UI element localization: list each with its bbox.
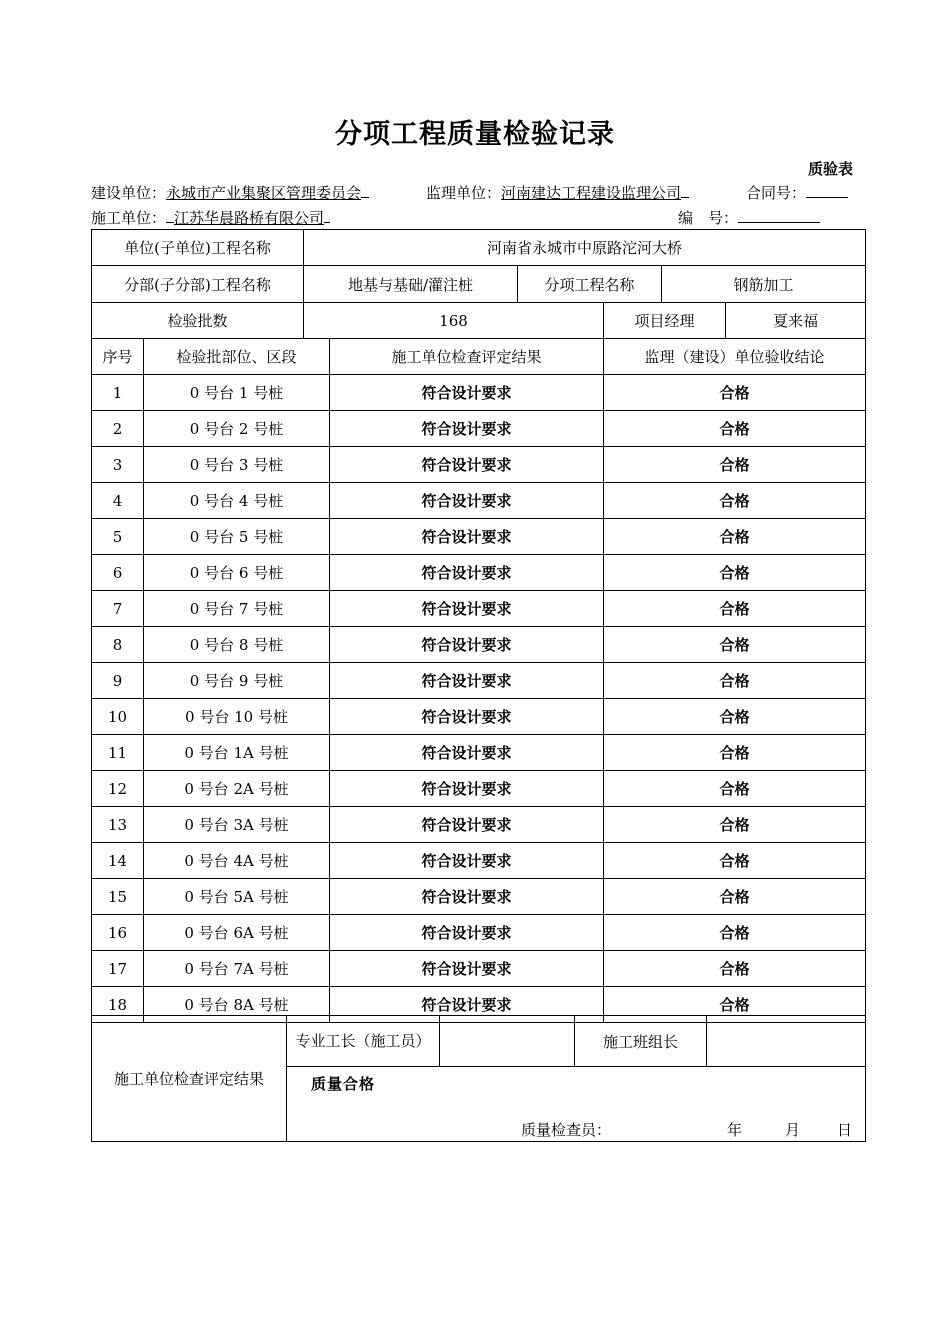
row-supervisor-conclusion-cell: 合格 bbox=[604, 987, 866, 1023]
item-project-label: 分项工程名称 bbox=[518, 266, 662, 303]
table-row bbox=[92, 375, 866, 411]
row-builder-result-cell: 符合设计要求 bbox=[330, 375, 604, 411]
foreman-label: 专业工长（施工员） bbox=[287, 1016, 440, 1067]
construction-unit-value: 永城市产业集聚区管理委员会 bbox=[166, 184, 362, 202]
foreman-signature-cell bbox=[440, 1016, 575, 1067]
row-location-cell: 0 号台 9 号桩 bbox=[144, 663, 330, 699]
unit-project-label: 单位(子单位)工程名称 bbox=[92, 230, 304, 266]
col-supervisor-conclusion-header: 监理（建设）单位验收结论 bbox=[604, 339, 866, 375]
row-seq-cell: 16 bbox=[92, 915, 144, 951]
row-seq-cell: 9 bbox=[92, 663, 144, 699]
row-builder-result-cell: 符合设计要求 bbox=[330, 555, 604, 591]
month-label: 月 bbox=[785, 1121, 801, 1139]
column-header-row bbox=[92, 339, 866, 375]
builder-label: 施工单位： bbox=[91, 209, 167, 227]
page-title: 分项工程质量检验记录 bbox=[335, 119, 615, 150]
row-location-cell: 0 号台 6 号桩 bbox=[144, 555, 330, 591]
serial-no-blank bbox=[738, 207, 820, 223]
sub-project-value: 地基与基础/灌注桩 bbox=[304, 266, 518, 303]
row-seq-cell: 14 bbox=[92, 843, 144, 879]
builder-evaluation-block bbox=[91, 1015, 866, 1142]
row-location-cell: 0 号台 7 号桩 bbox=[144, 591, 330, 627]
contract-no-blank bbox=[806, 182, 848, 198]
sub-project-label: 分部(子分部)工程名称 bbox=[92, 266, 304, 303]
row-supervisor-conclusion-cell: 合格 bbox=[604, 555, 866, 591]
row-builder-result-cell: 符合设计要求 bbox=[330, 915, 604, 951]
row-seq-cell: 13 bbox=[92, 807, 144, 843]
row-supervisor-conclusion-cell: 合格 bbox=[604, 591, 866, 627]
row-location-cell: 0 号台 2 号桩 bbox=[144, 411, 330, 447]
row-supervisor-conclusion-cell: 合格 bbox=[604, 447, 866, 483]
row-builder-result-cell: 符合设计要求 bbox=[330, 483, 604, 519]
verdict-cell bbox=[287, 1067, 866, 1142]
row-seq-cell: 7 bbox=[92, 591, 144, 627]
row-supervisor-conclusion-cell: 合格 bbox=[604, 627, 866, 663]
row-seq-cell: 8 bbox=[92, 627, 144, 663]
row-seq-cell: 17 bbox=[92, 951, 144, 987]
form-code: 质验表 bbox=[808, 160, 854, 178]
table-row bbox=[92, 915, 866, 951]
supervision-unit-underline bbox=[681, 182, 689, 198]
row-location-cell: 0 号台 7A 号桩 bbox=[144, 951, 330, 987]
row-seq-cell: 4 bbox=[92, 483, 144, 519]
row-builder-result-cell: 符合设计要求 bbox=[330, 519, 604, 555]
row-location-cell: 0 号台 4 号桩 bbox=[144, 483, 330, 519]
row-builder-result-cell: 符合设计要求 bbox=[330, 735, 604, 771]
row-supervisor-conclusion-cell: 合格 bbox=[604, 519, 866, 555]
table-row bbox=[92, 627, 866, 663]
row-seq-cell: 6 bbox=[92, 555, 144, 591]
table-row bbox=[92, 843, 866, 879]
row-location-cell: 0 号台 3 号桩 bbox=[144, 447, 330, 483]
row-builder-result-cell: 符合设计要求 bbox=[330, 699, 604, 735]
builder-line bbox=[91, 207, 330, 228]
batch-count-row bbox=[92, 303, 866, 339]
table-row bbox=[92, 411, 866, 447]
table-row bbox=[92, 555, 866, 591]
row-location-cell: 0 号台 10 号桩 bbox=[144, 699, 330, 735]
row-supervisor-conclusion-cell: 合格 bbox=[604, 951, 866, 987]
row-location-cell: 0 号台 1 号桩 bbox=[144, 375, 330, 411]
builder-underline-lead bbox=[166, 207, 174, 223]
year-label: 年 bbox=[727, 1121, 743, 1139]
table-row bbox=[92, 807, 866, 843]
row-location-cell: 0 号台 4A 号桩 bbox=[144, 843, 330, 879]
row-supervisor-conclusion-cell: 合格 bbox=[604, 483, 866, 519]
row-seq-cell: 1 bbox=[92, 375, 144, 411]
row-supervisor-conclusion-cell: 合格 bbox=[604, 663, 866, 699]
row-seq-cell: 10 bbox=[92, 699, 144, 735]
row-location-cell: 0 号台 6A 号桩 bbox=[144, 915, 330, 951]
builder-underline-tail bbox=[324, 207, 330, 223]
pm-value: 夏来福 bbox=[726, 303, 866, 339]
supervision-unit-line bbox=[426, 182, 689, 203]
row-builder-result-cell: 符合设计要求 bbox=[330, 591, 604, 627]
unit-project-row bbox=[92, 230, 866, 266]
row-builder-result-cell: 符合设计要求 bbox=[330, 771, 604, 807]
row-seq-cell: 15 bbox=[92, 879, 144, 915]
serial-no-label: 编 号： bbox=[678, 209, 739, 227]
unit-project-value: 河南省永城市中原路沱河大桥 bbox=[304, 230, 866, 266]
row-supervisor-conclusion-cell: 合格 bbox=[604, 771, 866, 807]
team-leader-signature-cell bbox=[707, 1016, 866, 1067]
serial-no-line bbox=[678, 207, 820, 228]
row-builder-result-cell: 符合设计要求 bbox=[330, 627, 604, 663]
row-location-cell: 0 号台 1A 号桩 bbox=[144, 735, 330, 771]
row-supervisor-conclusion-cell: 合格 bbox=[604, 375, 866, 411]
builder-value: 江苏华晨路桥有限公司 bbox=[174, 209, 325, 227]
table-row bbox=[92, 879, 866, 915]
inspection-table bbox=[91, 229, 866, 1023]
table-row bbox=[92, 771, 866, 807]
row-supervisor-conclusion-cell: 合格 bbox=[604, 843, 866, 879]
inspector-label: 质量检查员： bbox=[521, 1121, 612, 1139]
row-location-cell: 0 号台 8 号桩 bbox=[144, 627, 330, 663]
construction-unit-underline bbox=[361, 182, 369, 198]
table-row bbox=[92, 735, 866, 771]
row-builder-result-cell: 符合设计要求 bbox=[330, 411, 604, 447]
table-row bbox=[92, 699, 866, 735]
row-builder-result-cell: 符合设计要求 bbox=[330, 447, 604, 483]
row-supervisor-conclusion-cell: 合格 bbox=[604, 915, 866, 951]
row-supervisor-conclusion-cell: 合格 bbox=[604, 879, 866, 915]
row-location-cell: 0 号台 5 号桩 bbox=[144, 519, 330, 555]
col-seq-header: 序号 bbox=[92, 339, 144, 375]
sub-project-row bbox=[92, 266, 866, 303]
row-seq-cell: 18 bbox=[92, 987, 144, 1023]
table-row bbox=[92, 447, 866, 483]
row-builder-result-cell: 符合设计要求 bbox=[330, 951, 604, 987]
row-location-cell: 0 号台 3A 号桩 bbox=[144, 807, 330, 843]
row-seq-cell: 3 bbox=[92, 447, 144, 483]
builder-evaluation-label: 施工单位检查评定结果 bbox=[92, 1016, 287, 1142]
row-location-cell: 0 号台 8A 号桩 bbox=[144, 987, 330, 1023]
contract-no-line bbox=[746, 182, 848, 203]
row-supervisor-conclusion-cell: 合格 bbox=[604, 699, 866, 735]
table-row bbox=[92, 951, 866, 987]
table-row bbox=[92, 519, 866, 555]
supervision-unit-value: 河南建达工程建设监理公司 bbox=[501, 184, 682, 202]
row-supervisor-conclusion-cell: 合格 bbox=[604, 807, 866, 843]
row-builder-result-cell: 符合设计要求 bbox=[330, 843, 604, 879]
construction-unit-label: 建设单位： bbox=[91, 184, 167, 202]
contract-no-label: 合同号： bbox=[746, 184, 807, 202]
row-seq-cell: 5 bbox=[92, 519, 144, 555]
pm-label: 项目经理 bbox=[604, 303, 726, 339]
construction-unit-line bbox=[91, 182, 369, 203]
row-seq-cell: 2 bbox=[92, 411, 144, 447]
row-builder-result-cell: 符合设计要求 bbox=[330, 987, 604, 1023]
row-builder-result-cell: 符合设计要求 bbox=[330, 807, 604, 843]
row-location-cell: 0 号台 5A 号桩 bbox=[144, 879, 330, 915]
batch-count-label: 检验批数 bbox=[92, 303, 304, 339]
row-location-cell: 0 号台 2A 号桩 bbox=[144, 771, 330, 807]
col-builder-result-header: 施工单位检查评定结果 bbox=[330, 339, 604, 375]
table-row bbox=[92, 663, 866, 699]
quality-verdict: 质量合格 bbox=[311, 1075, 376, 1093]
table-row bbox=[92, 483, 866, 519]
team-leader-label: 施工班组长 bbox=[575, 1016, 707, 1067]
row-builder-result-cell: 符合设计要求 bbox=[330, 879, 604, 915]
item-project-value: 钢筋加工 bbox=[662, 266, 866, 303]
col-location-header: 检验批部位、区段 bbox=[144, 339, 330, 375]
row-supervisor-conclusion-cell: 合格 bbox=[604, 735, 866, 771]
row-seq-cell: 11 bbox=[92, 735, 144, 771]
table-row bbox=[92, 591, 866, 627]
batch-count-value: 168 bbox=[304, 303, 604, 339]
data-rows bbox=[92, 375, 866, 1023]
supervision-unit-label: 监理单位： bbox=[426, 184, 502, 202]
day-label: 日 bbox=[837, 1121, 853, 1139]
row-supervisor-conclusion-cell: 合格 bbox=[604, 411, 866, 447]
row-seq-cell: 12 bbox=[92, 771, 144, 807]
signature-row bbox=[92, 1016, 866, 1067]
row-builder-result-cell: 符合设计要求 bbox=[330, 663, 604, 699]
